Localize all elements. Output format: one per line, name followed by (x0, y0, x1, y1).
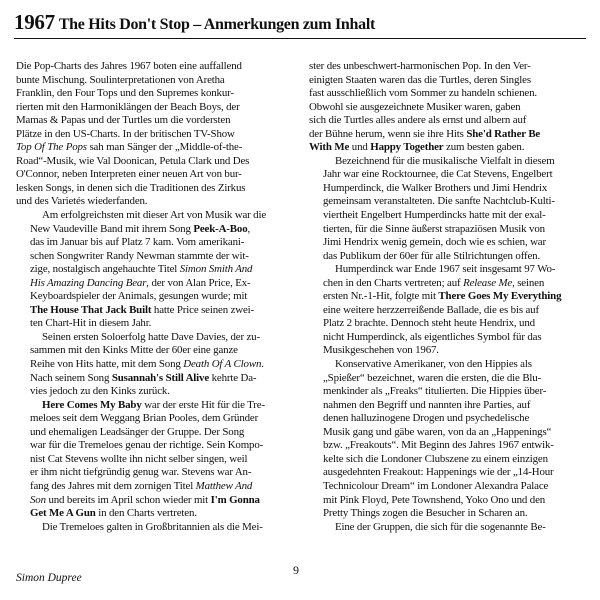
song-title: Here Comes My Baby (42, 398, 142, 411)
text-line (309, 344, 592, 358)
text-line (16, 114, 299, 128)
text-line (16, 358, 299, 372)
text-line (16, 60, 299, 74)
text-line (309, 74, 592, 88)
paragraph (16, 60, 299, 209)
text-segment: kelte sich die Londoner Clubszene zu einem einzigen (323, 452, 548, 465)
text-segment: , der von Alan Price, Ex- (146, 276, 251, 289)
text-segment: Plätze in den US-Charts. In der britischen TV-Show (16, 127, 235, 140)
paragraph (309, 521, 592, 535)
text-segment: mit Pink Floyd, Pete Townshend, Yoko Ono und den (323, 493, 546, 506)
text-segment: einigten Staaten waren das die Turtles, deren Singles (309, 73, 531, 86)
text-segment: das im Januar bis auf Platz 7 kam. Vom amerikani- (30, 236, 245, 249)
text-segment: nist Cat Stevens wollte ihn nicht selber singen, weil (30, 452, 248, 465)
page-header (14, 10, 586, 39)
song-title: With Me (309, 141, 350, 154)
text-line (16, 101, 299, 115)
text-line (309, 494, 592, 508)
text-segment: New Vaudeville Band mit ihrem Song (30, 222, 194, 235)
text-segment: war der erste Hit für die Tre- (141, 398, 265, 411)
page-number: 9 (293, 563, 299, 577)
text-segment: und des Varietés wiederfanden. (16, 195, 148, 208)
text-line (16, 277, 299, 291)
text-segment: Eine der Gruppen, die sich für die sogenannte Be- (335, 520, 546, 533)
text-line (16, 304, 299, 318)
text-line (16, 223, 299, 237)
song-title: Peek-A-Boo (193, 222, 248, 235)
text-line (16, 331, 299, 345)
text-segment: und ehemaligen Leadsänger der Gruppe. Der Song (30, 425, 245, 438)
text-line (309, 439, 592, 453)
photo-caption: Simon Dupree (16, 572, 82, 584)
text-segment: ersten Nr.-1-Hit, folgte mit (323, 290, 439, 303)
italic-title: Matthew And (195, 479, 253, 492)
paragraph (309, 263, 592, 358)
left-text-column (16, 60, 299, 534)
header-title: The Hits Don't Stop – Anmerkungen zum Inhalt (58, 16, 376, 33)
text-line (309, 507, 592, 521)
text-line (16, 521, 299, 535)
song-title: She'd Rather Be (466, 127, 541, 140)
text-segment: Jimi Hendrix wenig gemein, doch wie es schien, war (323, 236, 546, 249)
text-line (309, 60, 592, 74)
text-line (16, 344, 299, 358)
text-segment: bunte Mischung. Soulinterpretationen von Aretha (16, 73, 225, 86)
text-line (309, 101, 592, 115)
text-segment: viertheit Engelbert Humperdincks hatte mit der exal- (323, 209, 546, 222)
text-line (309, 236, 592, 250)
text-segment: Bezeichnend für die musikalische Vielfalt in diesem (335, 154, 555, 167)
text-segment: lesken Songs, in denen sich die Traditionen des Zirkus (16, 181, 246, 194)
text-segment: Obwohl sie ausgezeichnete Musiker waren, gaben (309, 100, 521, 113)
italic-title: Top Of The Pops (16, 141, 87, 154)
text-line (16, 263, 299, 277)
text-segment: gemeinsam veranstalteten. Die sanfte Nachtclub-Kulti- (323, 195, 555, 208)
text-segment: Humperdinck, die Walker Brothers und Jimi Hendrix (323, 181, 548, 194)
text-segment: und bereits im April schon wieder mit (45, 493, 211, 506)
text-segment: . (261, 358, 264, 371)
paragraph (16, 209, 299, 331)
text-segment: Die Pop-Charts des Jahres 1967 boten eine auffallend (16, 60, 242, 72)
paragraph (309, 60, 592, 155)
text-segment: kehrte Da- (209, 371, 257, 384)
text-segment: Die Tremeloes galten in Großbritannien als die Mei- (42, 520, 263, 533)
text-segment: Musikgeschehen von 1967. (323, 344, 439, 357)
text-segment: zige, nostalgisch angehauchte Titel (30, 263, 180, 276)
text-line (309, 87, 592, 101)
text-line (16, 195, 299, 209)
text-segment: zum besten gaben. (443, 141, 525, 154)
text-line (309, 209, 592, 223)
text-segment: Keyboardspieler der Animals, gesungen wurde; mit (30, 290, 248, 303)
paragraph (309, 358, 592, 521)
text-segment: und (349, 141, 371, 154)
text-segment: ten Chart-Hit in diesem Jahr. (30, 317, 152, 330)
text-segment: chen in den Charts vertreten; auf (323, 276, 464, 289)
text-segment: tierten, für die Sinne äußerst strapaziösen Musik von (323, 222, 545, 235)
text-line (309, 290, 592, 304)
text-line (309, 412, 592, 426)
text-segment: Platz 2 brachte. Dennoch steht heute Hendrix, und (323, 317, 535, 330)
text-segment: sammen mit den Kinks Mitte der 60er eine ganze (30, 344, 238, 357)
text-line (309, 182, 592, 196)
song-title: I'm Gonna (210, 493, 260, 506)
text-segment: bzw. „Freakouts“. Mit Beginn des Jahres 1967 entwik- (323, 439, 554, 452)
text-segment: Musik gang und gäbe waren, von da an „Happenings“ (323, 425, 552, 438)
text-line (16, 250, 299, 264)
text-line (16, 182, 299, 196)
text-segment: rierten mit den Harmoniklängen der Beach Boys, der (16, 100, 240, 113)
text-line (309, 453, 592, 467)
song-title: Happy Together (370, 141, 444, 154)
text-line (309, 223, 592, 237)
text-segment: vies jedoch zu den Kinks zurück. (30, 385, 170, 398)
text-line (16, 412, 299, 426)
text-line (16, 466, 299, 480)
italic-title: Simon Smith And (179, 263, 253, 276)
text-segment: sich die Turtles alles andere als ernst und albern auf (309, 114, 527, 127)
paragraph (16, 331, 299, 399)
text-line (309, 304, 592, 318)
text-segment: Konservative Amerikaner, von den Hippies als (335, 358, 532, 371)
text-line (16, 426, 299, 440)
text-line (309, 114, 592, 128)
song-title: Get Me A Gun (30, 507, 96, 520)
text-segment: Pretty Things zogen die Besucher in Scharen an. (323, 507, 528, 520)
text-line (309, 155, 592, 169)
text-line (309, 128, 592, 142)
text-line (309, 480, 592, 494)
text-line (309, 331, 592, 345)
text-segment: schen Songwriter Randy Newman stammte der wit- (30, 249, 249, 262)
song-title: There Goes My Everything (438, 290, 562, 303)
text-line (16, 87, 299, 101)
text-line (16, 399, 299, 413)
paragraph (16, 521, 299, 535)
text-segment: ster des unbeschwert-harmonischen Pop. In den Ver- (309, 60, 531, 72)
song-title: Susannah's Still Alive (111, 371, 210, 384)
text-segment: nicht Humperdinck, als eigentliches Symbol für das (323, 330, 542, 343)
text-line (16, 480, 299, 494)
text-segment: Technicolour Dream“ im Londoner Alexandra Palace (323, 479, 549, 492)
text-segment: „Spießer“ bezeichnet, waren die ersten, die die Blu- (323, 371, 542, 384)
text-line (309, 372, 592, 386)
text-line (16, 439, 299, 453)
text-segment: Reihe von Hits hatte, mit dem Song (30, 358, 184, 371)
text-segment: Mamas & Papas und der Turtles um die vordersten (16, 114, 231, 127)
text-line (16, 168, 299, 182)
text-segment: Road“-Musik, wie Val Doonican, Petula Clark und Des (16, 154, 250, 167)
italic-title: Release Me (463, 276, 513, 289)
text-line (309, 141, 592, 155)
text-segment: meloes seit dem Weggang Brian Pooles, dem Gründer (30, 412, 259, 425)
text-line (309, 277, 592, 291)
text-segment: hatte Price seinen zwei- (151, 303, 255, 316)
text-segment: in den Charts vertreten. (95, 507, 197, 520)
text-line (16, 385, 299, 399)
text-line (16, 209, 299, 223)
text-segment: Am erfolgreichsten mit dieser Art von Musik war die (42, 209, 267, 222)
text-line (309, 399, 592, 413)
header-year: 1967 (14, 10, 55, 34)
text-line (309, 195, 592, 209)
text-line (16, 494, 299, 508)
text-segment: Jahr war eine Rocktournee, die Cat Stevens, Engelbert (323, 168, 553, 181)
text-segment: er ihm nicht tiefgründig genug war. Stevens war An- (30, 466, 252, 479)
text-line (309, 426, 592, 440)
text-segment: denen halluzinogene Drogen und psychedelische (323, 412, 530, 425)
text-segment: fast ausschließlich vom Sommer zu handeln schienen. (309, 87, 537, 100)
text-line (16, 317, 299, 331)
text-segment: , seinen (512, 276, 545, 289)
right-text-column (309, 60, 592, 534)
text-line (16, 453, 299, 467)
text-line (309, 168, 592, 182)
text-segment: sah man Sänger der „Middle-of-the- (86, 141, 243, 154)
text-line (309, 521, 592, 535)
text-segment: fang des Jahres mit dem zornigen Titel (30, 479, 196, 492)
text-line (16, 128, 299, 142)
italic-title: His Amazing Dancing Bear (30, 276, 147, 289)
text-line (309, 250, 592, 264)
text-segment: Humperdinck war Ende 1967 seit insgesamt 97 Wo- (335, 263, 556, 276)
text-line (16, 372, 299, 386)
text-line (309, 385, 592, 399)
text-segment: eine weitere herzzerreißende Ballade, die es bis auf (323, 303, 539, 316)
paragraph (16, 399, 299, 521)
italic-title: Death Of A Clown (183, 358, 262, 371)
text-segment: Seinen ersten Soloerfolg hatte Dave Davies, der zu- (42, 330, 260, 343)
text-line (16, 155, 299, 169)
text-segment: , (247, 222, 251, 235)
text-segment: ausgedehnten Freakout: Happenings wie der „14-Hour (323, 466, 554, 479)
text-line (16, 290, 299, 304)
paragraph (309, 155, 592, 263)
text-line (16, 507, 299, 521)
text-segment: menkinder als „Freaks“ titulierten. Die Hippies über- (323, 385, 547, 398)
text-line (16, 236, 299, 250)
italic-title: Son (30, 493, 46, 506)
text-line (16, 74, 299, 88)
text-line (309, 466, 592, 480)
text-segment: O'Connor, neben Interpreten einer neuen Art von bur- (16, 168, 242, 181)
text-line (309, 317, 592, 331)
text-line (309, 358, 592, 372)
text-segment: nahmen den Begriff und nannten ihre Parties, auf (323, 398, 531, 411)
text-line (309, 263, 592, 277)
text-segment: war für die Tremeloes genau der richtige. Sein Kompo- (30, 439, 264, 452)
text-line (16, 141, 299, 155)
song-title: The House That Jack Built (30, 303, 152, 316)
text-segment: das Publikum der 60er für alle Stilrichtungen offen. (323, 249, 541, 262)
text-segment: der Bühne herum, wenn sie ihre Hits (309, 127, 467, 140)
text-segment: Franklin, den Four Tops und den Supremes konkur- (16, 87, 234, 100)
text-segment: Nach seinem Song (30, 371, 112, 384)
